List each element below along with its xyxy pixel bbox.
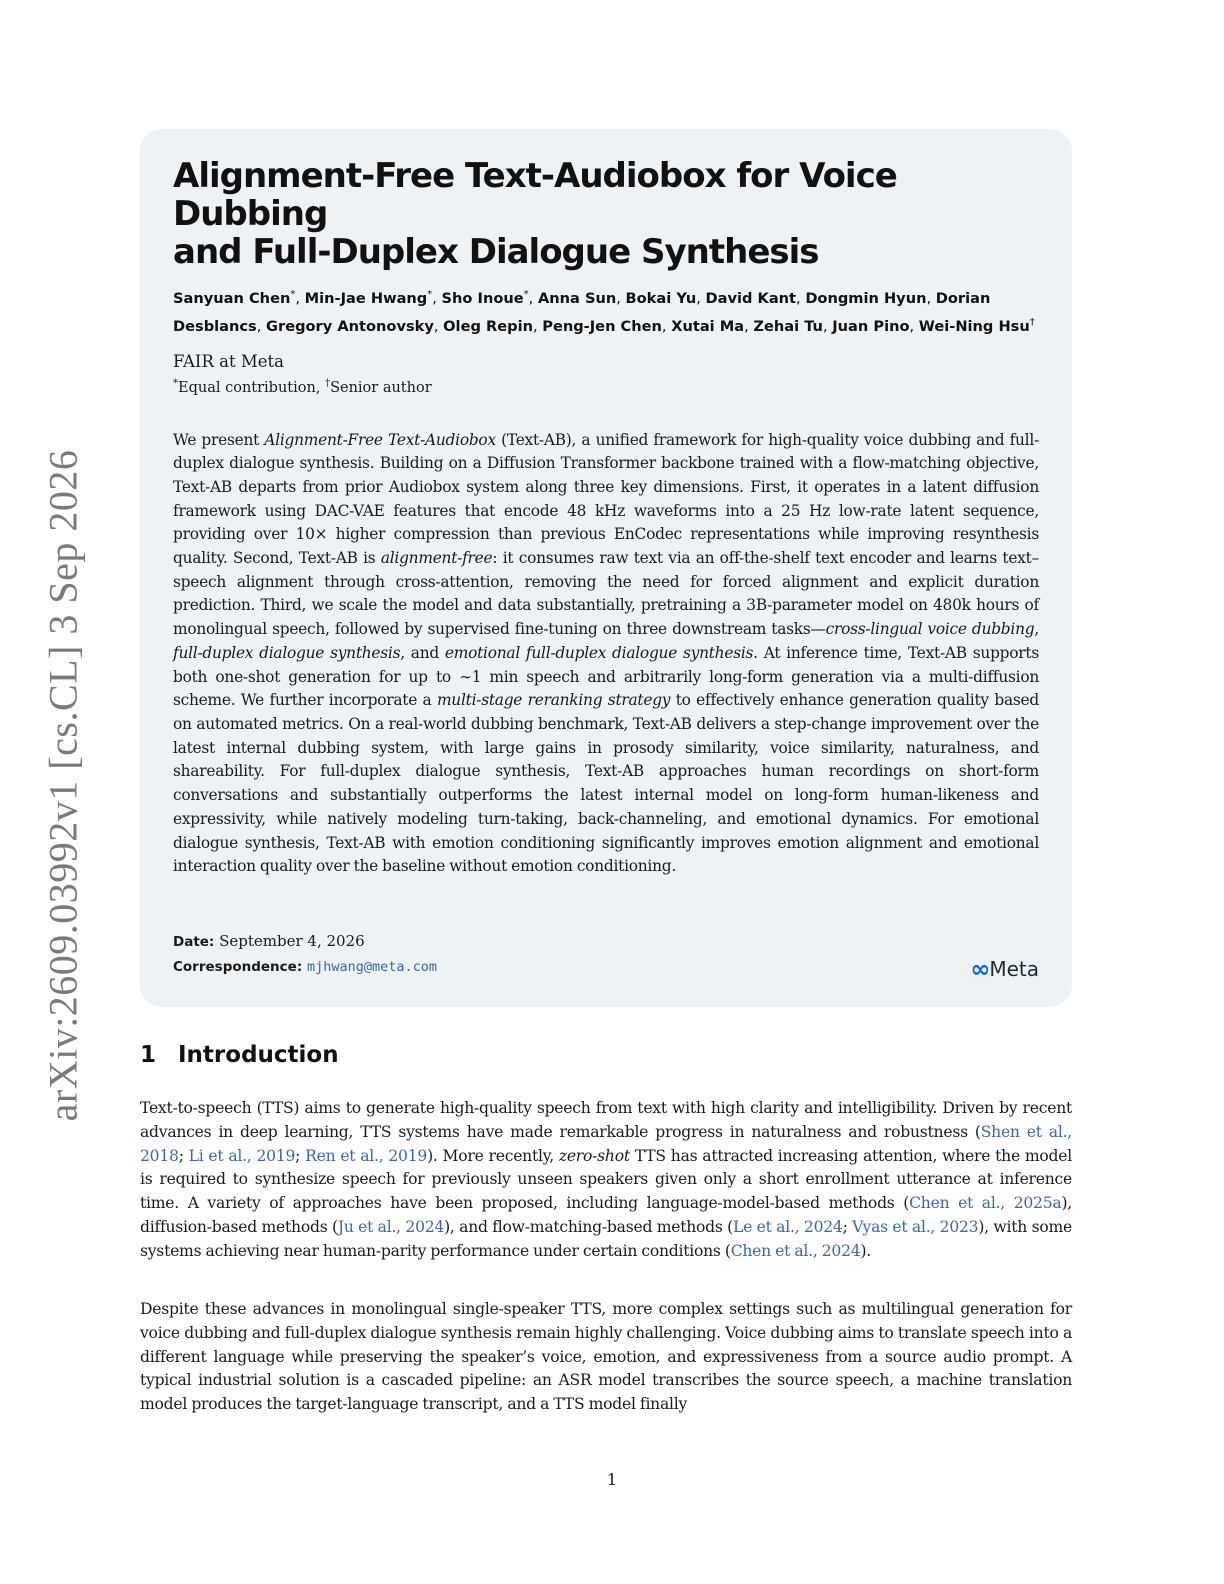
text-span: ;	[295, 1146, 306, 1165]
author-name: Sho Inoue	[441, 289, 524, 307]
abstract-emphasis: Alignment-Free Text-Audiobox	[264, 430, 496, 449]
abstract-span: : it consumes raw text via an off-the-shelf text encoder and learns text–speech alignment through cross-attention, removing the need for forced alignment and explicit duration prediction. Third, we scale the model and data substantially, pretraining a 3B-parameter model on 480k hours of monolingual speech, followed by supervised fine-tuning on three downstream tasks—	[173, 549, 1039, 639]
abstract-span: to effectively enhance generation quality based on automated metrics. On a real-world dubbing benchmark, Text-AB delivers a step-change improvement over the latest internal dubbing system, with large gains in prosody similarity, voice similarity, naturalness, and shareability. For full-duplex dialogue synthesis, Text-AB approaches human recordings on short-form conversations and substantially outperforms the latest internal model on long-form human-likeness and expressivity, while natively modeling turn-taking, back-channeling, and emotional dynamics. For emotional dialogue synthesis, Text-AB with emotion conditioning significantly improves emotion alignment and emotional interaction quality over the baseline without emotion conditioning.	[173, 691, 1039, 876]
affiliation: FAIR at Meta	[173, 351, 284, 371]
citation-link[interactable]: Chen et al., 2024	[730, 1241, 861, 1260]
author-name: Dorian Desblancs	[173, 289, 991, 335]
citation-link[interactable]: Vyas et al., 2023	[852, 1217, 979, 1236]
senior-mark: †	[325, 377, 331, 389]
paper-title	[173, 157, 1039, 271]
author-name: Sanyuan Chen	[173, 289, 291, 307]
abstract-span: (Text-AB), a unified framework for high-quality voice dubbing and full-duplex dialogue synthesis. Building on a Diffusion Transformer backbone trained with a flow-matching objective, Text-AB departs from prior Audiobox system along three key dimensions. First, it operates in a latent diffusion framework using DAC-VAE features that encode 48 kHz waveforms into a 25 Hz low-rate latent sequence, providing over 10× higher compression than previous EnCodec representations while improving resynthesis quality. Second, Text-AB is	[173, 430, 1039, 568]
abstract-emphasis: alignment-free	[380, 549, 493, 568]
text-span: TTS has attracted increasing attention, where the model is required to synthesize speech for previously unseen speakers given only a short enrollment utterance at inference time. A variety of approaches have been proposed, including language-model-based methods (	[140, 1146, 1072, 1213]
text-span: ). More recently,	[427, 1146, 559, 1165]
meta-infinity-icon: ∞	[970, 955, 988, 983]
senior-note: Senior author	[330, 379, 432, 396]
author-name: Zehai Tu	[753, 317, 823, 335]
author-name: Min-Jae Hwang	[304, 289, 428, 307]
abstract-span: We present	[173, 430, 265, 449]
section-number: 1	[140, 1042, 157, 1068]
date-value: September 4, 2026	[219, 932, 365, 950]
citation-link[interactable]: Shen et al., 2018	[140, 1122, 1073, 1165]
arxiv-identifier	[30, 445, 96, 1125]
citation-link[interactable]: Li et al., 2019	[188, 1146, 296, 1165]
text-span: ), diffusion-based methods (	[140, 1194, 1072, 1236]
author-mark: *	[523, 289, 529, 300]
date-row	[173, 929, 437, 954]
text-span: ), with some systems achieving near human-parity performance under certain conditions (	[140, 1217, 1072, 1260]
author-name: Bokai Yu	[625, 289, 697, 307]
page-number: 1	[606, 1470, 618, 1489]
author-name: Wei-Ning Hsu	[918, 317, 1030, 335]
correspondence-row	[173, 954, 437, 979]
citation-link[interactable]: Chen et al., 2025a	[909, 1194, 1062, 1213]
text-span: ;	[842, 1217, 853, 1236]
title-line-1: Alignment-Free Text-Audiobox for Voice Dubbing	[173, 156, 897, 234]
abstract-panel	[140, 129, 1072, 1007]
author-name: Juan Pino	[832, 317, 910, 335]
author-name: Gregory Antonovsky	[266, 317, 434, 335]
intro-paragraph-2: Despite these advances in monolingual single-speaker TTS, more complex settings such as multilingual generation for voice dubbing and full-duplex dialogue synthesis remain highly challenging. Voice dubbing aims to translate speech into a different language while preserving the speaker’s voice, emotion, and expressiveness from a source audio prompt. A typical industrial solution is a cascaded pipeline: an ASR model transcribes the source speech, a machine translation model produces the target-language transcript, and a TTS model finally	[140, 1300, 1072, 1414]
paper-metadata	[173, 929, 437, 979]
date-label: Date:	[173, 934, 215, 950]
author-name: David Kant	[705, 289, 797, 307]
meta-logo-text: Meta	[989, 957, 1039, 981]
author-name: Dongmin Hyun	[805, 289, 927, 307]
abstract-span: ,	[1034, 620, 1039, 639]
text-span: ;	[178, 1146, 189, 1165]
intro-paragraph-1	[140, 1097, 1072, 1264]
abstract-text	[173, 429, 1039, 879]
author-name: Peng-Jen Chen	[542, 317, 662, 335]
citation-link[interactable]: Ren et al., 2019	[305, 1146, 428, 1165]
abstract-emphasis: multi-stage reranking strategy	[436, 691, 671, 710]
citation-link[interactable]: Ju et al., 2024	[337, 1217, 445, 1236]
title-line-2: and Full-Duplex Dialogue Synthesis	[173, 232, 819, 272]
author-notes	[173, 373, 1039, 399]
text-span: ).	[860, 1241, 871, 1260]
meta-logo	[970, 955, 1039, 983]
author-mark: *	[427, 289, 433, 300]
text-span: ), and flow-matching-based methods (	[444, 1217, 734, 1236]
section-title: Introduction	[178, 1042, 339, 1068]
citation-link[interactable]: Le et al., 2024	[733, 1217, 843, 1236]
equal-mark: *	[173, 377, 178, 389]
abstract-emphasis: emotional full-duplex dialogue synthesis	[444, 643, 754, 662]
text-emphasis: zero-shot	[558, 1146, 630, 1165]
text-span: Text-to-speech (TTS) aims to generate high-quality speech from text with high clarity and intelligibility. Driven by recent advances in deep learning, TTS systems have made remarkable progress in naturalness and robustness (	[140, 1099, 1072, 1141]
author-name: Anna Sun	[537, 289, 617, 307]
abstract-emphasis: cross-lingual voice dubbing	[825, 620, 1035, 639]
abstract-span: , and	[400, 643, 445, 662]
section-heading	[140, 1042, 339, 1068]
abstract-emphasis: full-duplex dialogue synthesis	[173, 643, 401, 662]
author-mark: †	[1029, 316, 1035, 328]
author-name: Xutai Ma	[671, 317, 745, 335]
equal-note: Equal contribution,	[178, 379, 326, 396]
author-list: Sanyuan Chen*, Min-Jae Hwang*, Sho Inoue*, Anna Sun, Bokai Yu, David Kant, Dongmin Hyun, Dorian Desblancs, Gregory Antonovsky, Oleg Repin, Peng-Jen Chen, Xutai Ma, Zehai Tu, Juan Pino, Wei-Ning Hsu†	[173, 289, 1035, 335]
author-mark: *	[290, 289, 296, 300]
correspondence-email-link[interactable]: mjhwang@meta.com	[307, 959, 438, 975]
correspondence-label: Correspondence:	[173, 959, 303, 975]
author-name: Oleg Repin	[443, 317, 533, 335]
abstract-span: . At inference time, Text-AB supports both one-shot generation for up to ∼1 min speech and arbitrarily long-form generation via a multi-diffusion scheme. We further incorporate a	[173, 643, 1039, 710]
arxiv-identifier-text: arXiv:2609.03992v1 [cs.CL] 3 Sep 2026	[40, 449, 86, 1121]
